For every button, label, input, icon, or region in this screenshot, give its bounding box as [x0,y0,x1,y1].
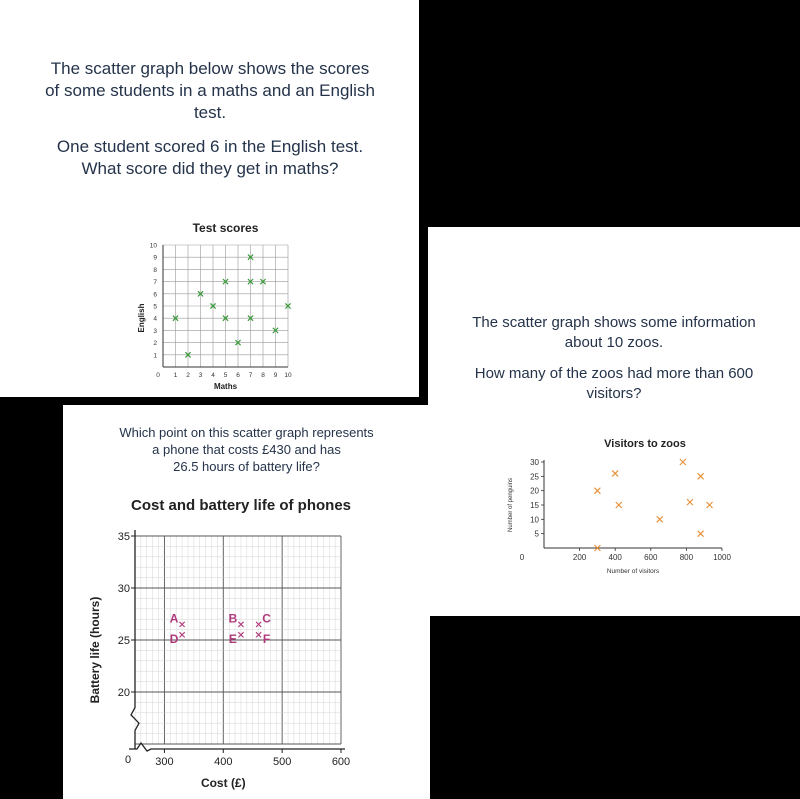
y-tick-label: 10 [149,242,157,250]
question-line: What score did they get in maths? [81,159,339,179]
y-axis-label: English [137,303,146,333]
y-tick-label: 3 [153,327,157,335]
data-point [616,502,622,508]
question-card-test-scores [0,0,419,397]
question-text [448,313,780,403]
question-line: of some students in a maths and an English [45,81,375,101]
question-line: The scatter graph shows some information [472,314,756,331]
point-label: C [262,611,271,626]
origin-label: 0 [124,754,132,766]
x-tick-label: 400 [608,553,622,562]
x-tick-label: 200 [572,553,587,562]
y-tick-label: 4 [153,315,157,323]
chart-title: Test scores [192,221,259,235]
question-line: test. [193,103,227,123]
x-tick-label: 9 [273,372,278,379]
y-axis-label: Number of penguins [508,477,514,533]
x-tick-label: 0 [156,372,160,379]
question-text [20,58,400,180]
data-point [707,502,713,508]
y-tick-label: 1 [153,352,157,360]
y-tick-label: 7 [153,279,157,287]
y-tick-label: 30 [530,458,539,467]
x-tick-label: 800 [679,553,694,562]
x-tick-label: 3 [198,372,203,379]
x-axis-label: Maths [213,382,238,391]
data-point [698,531,704,537]
question-card-zoos [428,227,800,616]
y-tick-label: 9 [153,254,157,262]
y-tick-label: 35 [117,531,130,543]
y-tick-label: 6 [153,291,157,299]
data-point [687,499,693,505]
y-tick-label: 25 [117,635,130,647]
chart-title: Cost and battery life of phones [130,497,352,514]
y-tick-label: 10 [530,515,539,525]
x-axis-label: Cost (£) [200,776,246,790]
question-text [73,425,420,476]
y-tick-label: 5 [534,529,539,539]
data-point [612,470,618,476]
data-point [680,459,686,465]
y-tick-label: 20 [117,687,130,699]
question-line: about 10 zoos. [564,333,664,351]
x-tick-label: 600 [644,553,658,562]
point-label: A [169,611,179,626]
x-tick-label: 1 [173,372,178,379]
question-card-phones [63,405,430,799]
point-label: E [228,631,237,646]
x-tick-label: 6 [236,372,240,379]
question-line: a phone that costs £430 and has [152,441,341,457]
question-line: One student scored 6 in the English test. [56,137,364,157]
y-axis-label: Battery life (hours) [88,596,102,704]
x-tick-label: 10 [284,372,292,379]
x-tick-label: 0 [519,553,525,562]
chart-title: Visitors to zoos [604,438,686,450]
x-axis-label: Number of visitors [606,568,660,575]
x-tick-label: 500 [272,756,292,768]
y-tick-label: 20 [530,486,539,496]
y-tick-label: 2 [153,340,157,348]
point-label: D [169,631,179,646]
data-point [657,516,663,522]
y-tick-label: 5 [153,303,157,311]
x-tick-label: 4 [211,372,215,379]
question-line: visitors? [586,384,642,402]
zoos-chart [500,432,760,582]
y-tick-label: 8 [153,266,157,274]
x-tick-label: 8 [261,372,265,379]
x-tick-label: 300 [155,756,174,768]
point-label: B [228,611,238,626]
question-line: 26.5 hours of battery life? [173,458,320,474]
question-line: How many of the zoos had more than 600 [474,365,754,382]
point-label: F [262,631,271,646]
x-tick-label: 1000 [713,553,731,562]
x-tick-label: 2 [186,372,190,379]
test-scores-chart [130,215,300,395]
y-tick-label: 25 [530,472,539,482]
y-tick-label: 30 [117,583,130,595]
x-tick-label: 400 [214,756,233,768]
x-tick-label: 5 [223,372,228,379]
question-line: The scatter graph below shows the scores [50,59,370,78]
data-point [698,473,704,479]
x-tick-label: 7 [248,372,253,379]
data-point [594,488,600,494]
phones-chart [83,490,423,795]
y-tick-label: 15 [530,501,539,510]
x-tick-label: 600 [331,756,351,768]
question-line: Which point on this scatter graph represents [119,425,374,440]
